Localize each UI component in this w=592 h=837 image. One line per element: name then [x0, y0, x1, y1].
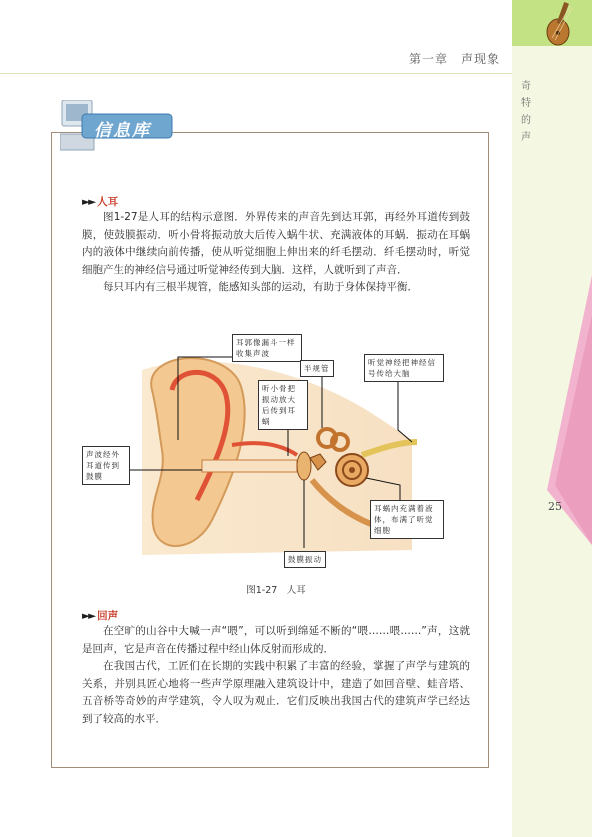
auricle-label: 耳郭像漏斗一样收集声波 — [232, 334, 302, 362]
ossicles-label: 听小骨把振动放大后传到耳蜗 — [258, 380, 308, 430]
paragraph: 在空旷的山谷中大喊一声“喂”，可以听到绵延不断的“喂……喂……”声，这就是回声，它是声音在传播过程中经山体反射而形成的． — [82, 625, 470, 655]
double-arrow-icon: ►► — [82, 610, 95, 622]
page-number: 25 — [548, 500, 562, 513]
section-heading-ear: ►► 人耳 — [82, 196, 119, 208]
paragraph: 图1-27是人耳的结构示意图．外界传来的声音先到达耳郭，再经外耳道传到鼓膜，使鼓膜振动．听小骨将振动放大后传入蜗牛状、充满液体的耳蜗．振动在耳蜗内的液体中继续向前传播，使从听觉细胞上伸出来的纤毛摆动．纤毛摆动时，听觉细胞产生的神经信号通过听觉神经传到大脑．这样，人就听到了声音． — [82, 211, 470, 276]
auditory-nerve-label: 听觉神经把神经信号传给大脑 — [364, 354, 444, 382]
logo-text: 信息库 — [94, 121, 151, 141]
double-arrow-icon: ►► — [82, 196, 95, 208]
echo-section — [82, 608, 470, 728]
ear-canal-label: 声波经外耳道传到鼓膜 — [82, 446, 130, 485]
section-heading-echo: ►► 回声 — [82, 610, 119, 622]
eardrum-label: 鼓膜振动 — [284, 551, 326, 568]
side-section-title: 奇特的声 — [521, 81, 531, 143]
paragraph: 每只耳内有三根半规管，能感知头部的运动，有助于身体保持平衡． — [103, 281, 418, 293]
ear-diagram — [82, 330, 470, 570]
ear-section — [82, 194, 470, 297]
pipa-instrument-image — [512, 0, 592, 46]
semicircular-canal-label: 半规管 — [300, 360, 334, 377]
header-rule — [0, 73, 512, 74]
figure-caption: 图1-27 人耳 — [246, 585, 306, 596]
chapter-title: 第一章 声现象 — [408, 52, 500, 66]
cochlea-label: 耳蜗内充满着液体，布满了听觉细胞 — [370, 500, 444, 539]
info-library-logo — [60, 100, 180, 168]
paragraph: 在我国古代，工匠们在长期的实践中积累了丰富的经验，掌握了声学与建筑的关系，并别具匠心地将一些声学原理融入建筑设计中，建造了如回音壁、蛙音塔、五音桥等奇妙的声学建筑，令人叹为观止．它们反映出我国古代的建筑声学已经达到了较高的水平． — [82, 660, 470, 725]
